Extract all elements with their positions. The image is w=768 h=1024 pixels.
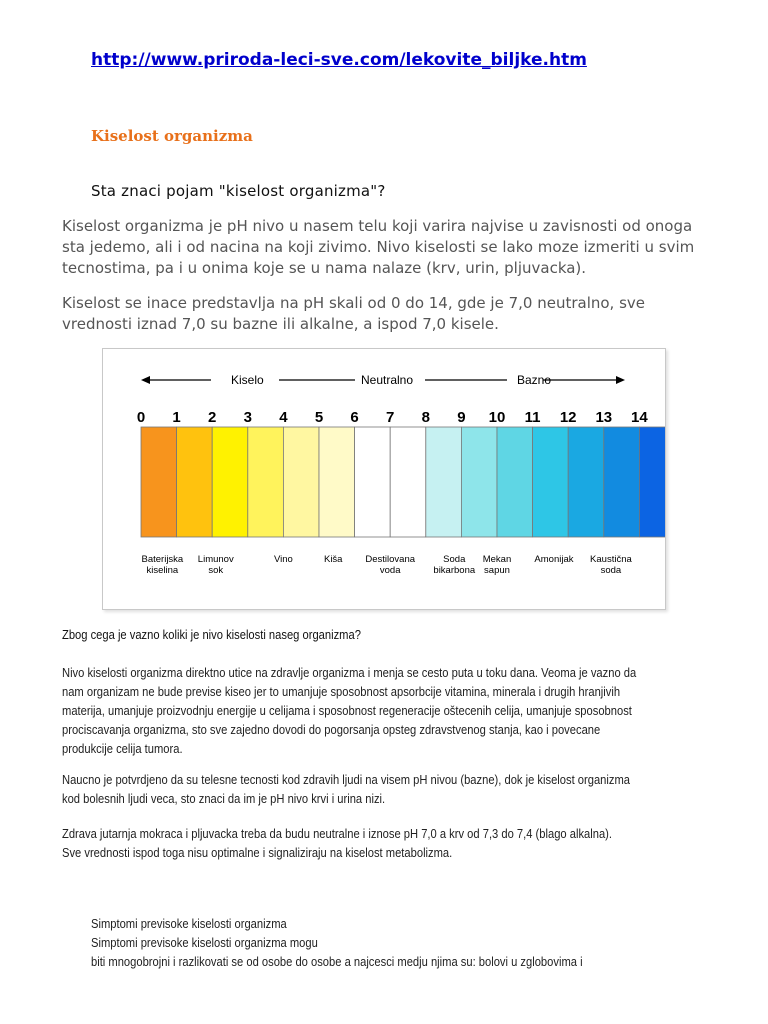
ph-segment-9 (461, 427, 497, 537)
ph-example-1: Limunov sok (197, 554, 234, 576)
ph-number-3: 3 (243, 409, 252, 426)
ph-number-14: 14 (631, 409, 648, 426)
ph-color-segments (141, 427, 665, 537)
section-heading-importance: Zbog cega je vazno koliki je nivo kiselosti naseg organizma? (62, 627, 361, 642)
ph-segment-13 (604, 427, 640, 537)
ph-number-9: 9 (457, 409, 466, 426)
ph-number-11: 11 (524, 409, 541, 426)
ph-scale-figure (102, 348, 666, 610)
ph-examples (142, 554, 633, 576)
ph-number-4: 4 (279, 409, 288, 426)
ph-segment-8 (426, 427, 462, 537)
ph-scale-svg (103, 349, 665, 609)
ph-example-3: Kiša (323, 554, 343, 565)
source-link[interactable]: http://www.priroda-leci-sve.com/lekovite_biljke.htm (91, 50, 587, 70)
ph-example-0: Baterijska kiselina (141, 554, 184, 576)
ph-example-4: Destilovana voda (365, 554, 416, 576)
label-acid: Kiselo (231, 373, 264, 387)
importance-paragraph-3: Zdrava jutarnja mokraca i pljuvacka treba da budu neutralne i iznose pH 7,0 a krv od 7,3 do 7,4 (blago alkalna). Sve vrednosti ispod toga nisu optimalne i signaliziraju na kiselost metabolizma. (62, 826, 613, 860)
ph-numbers (137, 409, 649, 426)
ph-segment-12 (568, 427, 604, 537)
ph-example-2: Vino (273, 554, 293, 565)
question-heading: Sta znaci pojam "kiselost organizma"? (91, 182, 386, 200)
ph-number-12: 12 (559, 409, 577, 426)
ph-example-6: Mekan sapun (482, 554, 512, 576)
intro-paragraph: Kiselost organizma je pH nivo u nasem telu koji varira najvise u zavisnosti od onoga sta jedemo, ali i od nacina na koji zivimo. Nivo kiselosti se lako moze izmeriti u svim tecnostima, pa i u onima koje se u nama nalaze (krv, urin, pljuvacka). (62, 217, 695, 277)
ph-number-10: 10 (488, 409, 506, 426)
importance-paragraph-2: Naucno je potvrdjeno da su telesne tecnosti kod zdravih ljudi na visem pH nivou (bazne), dok je kiselost organizma kod bolesnih ljudi veca, sto znaci da im je pH nivo krvi i urina nizi. (62, 772, 631, 806)
symptoms-heading: Simptomi previsoke kiselosti organizma (91, 916, 287, 931)
ph-segment-5 (319, 427, 355, 537)
ph-number-2: 2 (208, 409, 217, 426)
ph-segment-7 (390, 427, 426, 537)
ph-number-6: 6 (350, 409, 359, 426)
article-title: Kiselost organizma (91, 127, 253, 145)
scale-paragraph: Kiselost se inace predstavlja na pH skali od 0 do 14, gde je 7,0 neutralno, sve vrednosti iznad 7,0 su bazne ili alkalne, a ispod 7,0 kisele. (62, 294, 646, 333)
ph-number-1: 1 (172, 409, 181, 426)
importance-paragraph-1: Nivo kiselosti organizma direktno utice na zdravlje organizma i menja se cesto puta u toku dana. Veoma je vazno da nam organizam ne bude previse kiseo jer to umanjuje sposobnost apsorbcije vitamina, minerala i drugih hranjivih materija, umanjuje proizvodnju energije u celijama i sposobnost regeneracije oštecenih celija, umanjuje sposobnost prociscavanja organizma, sto sve zajedno dovodi do pogorsanja opsteg zdravstvenog stanja, kao i povecane produkcije celija tumora. (62, 665, 637, 756)
ph-example-7: Amonijak (534, 554, 574, 565)
label-base: Bazno (517, 373, 552, 387)
ph-number-8: 8 (421, 409, 430, 426)
ph-segment-1 (177, 427, 213, 537)
label-neutral: Neutralno (361, 373, 414, 387)
ph-number-7: 7 (386, 409, 395, 426)
ph-segment-3 (248, 427, 284, 537)
ph-example-8: Kaustična soda (590, 554, 632, 576)
ph-number-13: 13 (595, 409, 613, 426)
ph-segment-4 (283, 427, 319, 537)
ph-segment-10 (497, 427, 533, 537)
ph-number-5: 5 (314, 409, 324, 426)
ph-segment-2 (212, 427, 248, 537)
symptoms-section: Simptomi previsoke kiselosti organizma Simptomi previsoke kiselosti organizma mogu biti mnogobrojni i razlikovati se od osobe do osobe a najcesci medju njima su: bolovi u zglobovima i (91, 914, 693, 971)
ph-segment-0 (141, 427, 177, 537)
ph-segment-14 (639, 427, 665, 537)
ph-segment-6 (355, 427, 391, 537)
ph-segment-11 (533, 427, 569, 537)
ph-number-0: 0 (136, 409, 146, 426)
ph-example-5: Soda bikarbona (433, 554, 476, 576)
